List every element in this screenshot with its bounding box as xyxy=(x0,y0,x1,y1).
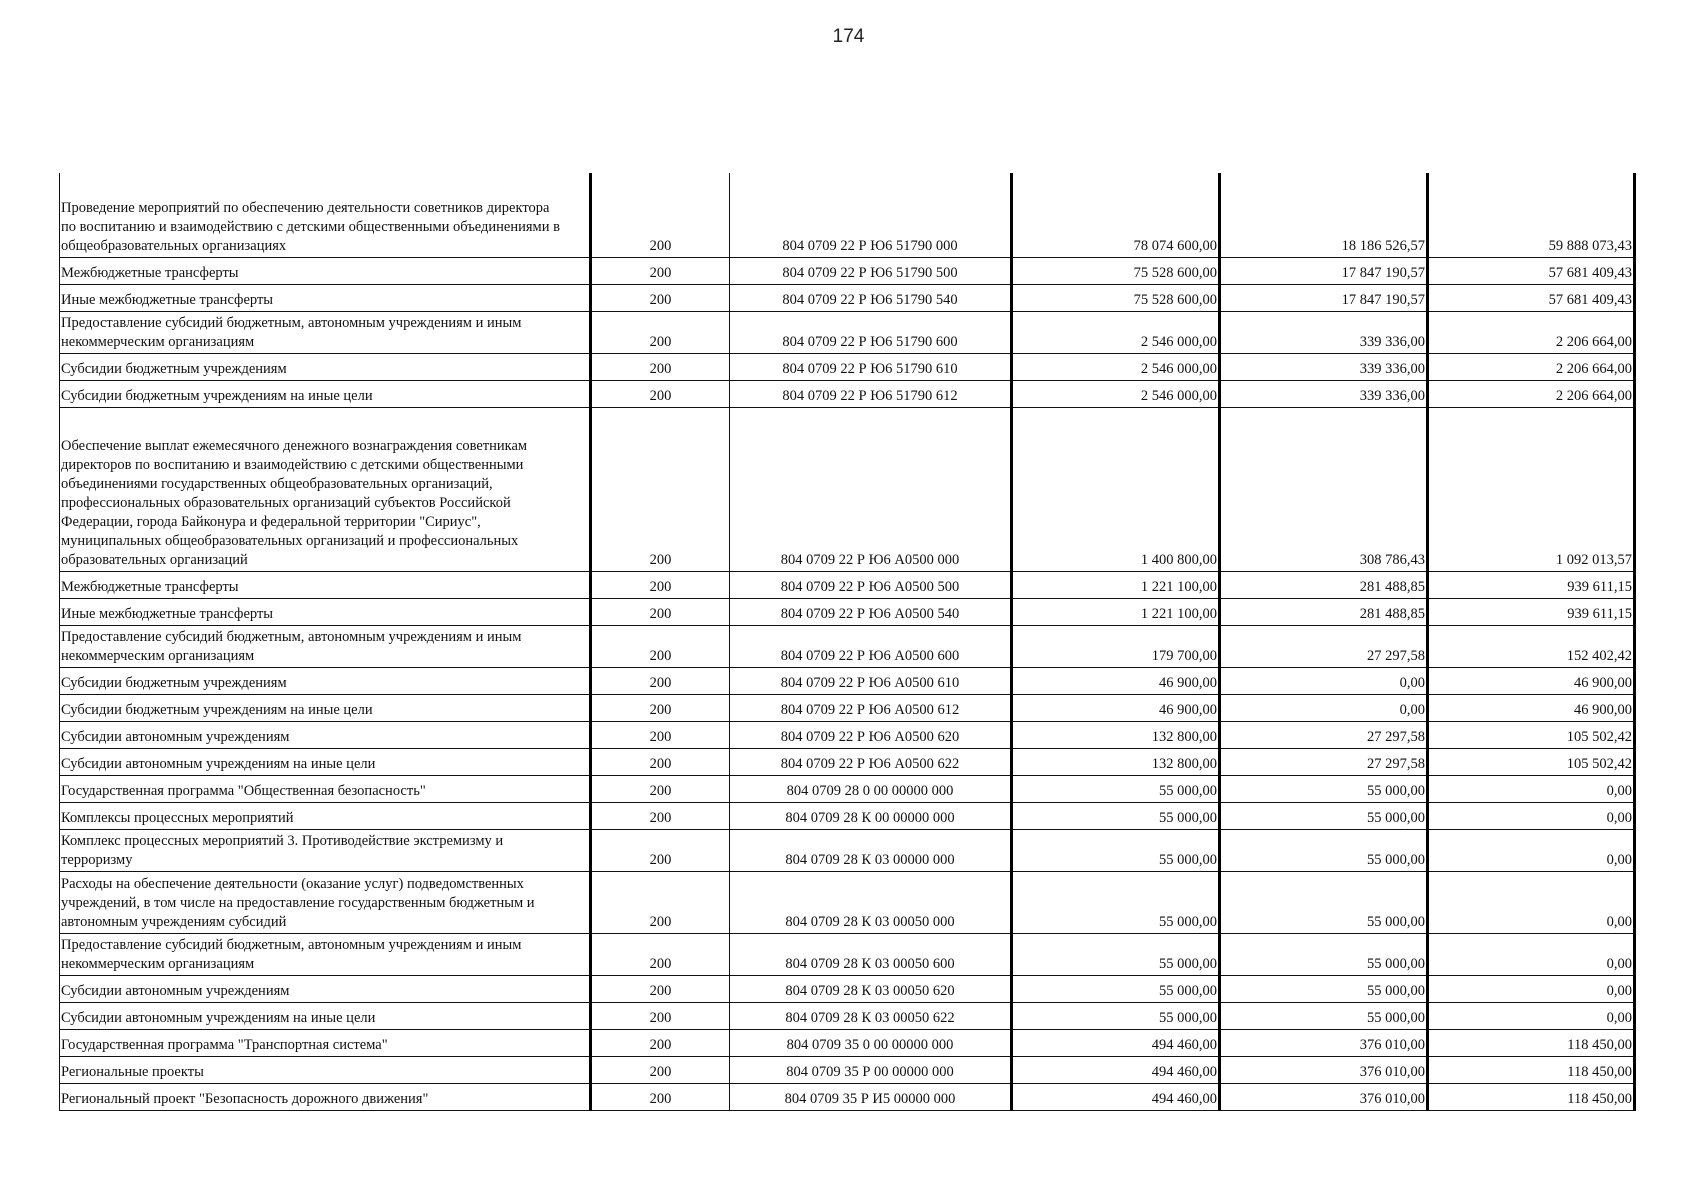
row-name: Субсидии автономным учреждениям на иные цели xyxy=(60,748,591,775)
row-approved-amount: 132 800,00 xyxy=(1012,721,1220,748)
row-executed-amount: 27 297,58 xyxy=(1220,721,1428,748)
row-admin-code: 200 xyxy=(591,380,730,407)
row-classification-code: 804 0709 35 0 00 00000 000 xyxy=(730,1029,1012,1056)
row-approved-amount: 55 000,00 xyxy=(1012,802,1220,829)
row-classification-code: 804 0709 22 Р Ю6 51790 610 xyxy=(730,353,1012,380)
row-remaining-amount: 2 206 664,00 xyxy=(1428,353,1635,380)
row-remaining-amount: 118 450,00 xyxy=(1428,1083,1635,1110)
table-row xyxy=(60,667,1635,694)
row-admin-code: 200 xyxy=(591,311,730,353)
row-remaining-amount: 118 450,00 xyxy=(1428,1056,1635,1083)
row-name: Иные межбюджетные трансферты xyxy=(60,284,591,311)
row-remaining-amount: 939 611,15 xyxy=(1428,598,1635,625)
row-executed-amount: 376 010,00 xyxy=(1220,1056,1428,1083)
row-name: Региональный проект "Безопасность дорожного движения" xyxy=(60,1083,591,1110)
row-remaining-amount: 939 611,15 xyxy=(1428,571,1635,598)
table-row xyxy=(60,721,1635,748)
row-executed-amount: 339 336,00 xyxy=(1220,311,1428,353)
row-approved-amount: 46 900,00 xyxy=(1012,694,1220,721)
row-name: Субсидии бюджетным учреждениям на иные цели xyxy=(60,694,591,721)
row-executed-amount: 0,00 xyxy=(1220,694,1428,721)
table-row xyxy=(60,748,1635,775)
table-row xyxy=(60,829,1635,871)
row-admin-code: 200 xyxy=(591,257,730,284)
row-name: Иные межбюджетные трансферты xyxy=(60,598,591,625)
row-name: Обеспечение выплат ежемесячного денежного вознаграждения советникам директоров по воспитанию и взаимодействию с детскими общественными объединениями государственных общеобразовательных организаций, профессиональных образовательных организаций субъектов Российской Федерации, города Байконура и федеральной территории "Сириус", муниципальных общеобразовательных организаций и профессиональных образовательных организаций xyxy=(60,407,591,571)
row-name: Государственная программа "Транспортная система" xyxy=(60,1029,591,1056)
row-classification-code: 804 0709 28 0 00 00000 000 xyxy=(730,775,1012,802)
table-row xyxy=(60,694,1635,721)
row-approved-amount: 2 546 000,00 xyxy=(1012,380,1220,407)
row-classification-code: 804 0709 22 Р Ю6 51790 500 xyxy=(730,257,1012,284)
row-approved-amount: 55 000,00 xyxy=(1012,933,1220,975)
row-admin-code: 200 xyxy=(591,975,730,1002)
table-row xyxy=(60,571,1635,598)
row-approved-amount: 46 900,00 xyxy=(1012,667,1220,694)
table-row xyxy=(60,1002,1635,1029)
row-classification-code: 804 0709 28 К 03 00050 600 xyxy=(730,933,1012,975)
row-approved-amount: 55 000,00 xyxy=(1012,871,1220,933)
row-remaining-amount: 152 402,42 xyxy=(1428,625,1635,667)
row-classification-code: 804 0709 35 Р И5 00000 000 xyxy=(730,1083,1012,1110)
budget-table xyxy=(59,173,1636,1111)
table-row xyxy=(60,380,1635,407)
row-name: Субсидии бюджетным учреждениям xyxy=(60,353,591,380)
row-approved-amount: 75 528 600,00 xyxy=(1012,284,1220,311)
row-approved-amount: 78 074 600,00 xyxy=(1012,173,1220,257)
row-executed-amount: 55 000,00 xyxy=(1220,975,1428,1002)
row-admin-code: 200 xyxy=(591,1029,730,1056)
row-admin-code: 200 xyxy=(591,571,730,598)
row-remaining-amount: 46 900,00 xyxy=(1428,694,1635,721)
row-remaining-amount: 118 450,00 xyxy=(1428,1029,1635,1056)
row-approved-amount: 1 400 800,00 xyxy=(1012,407,1220,571)
table-row xyxy=(60,775,1635,802)
row-executed-amount: 55 000,00 xyxy=(1220,829,1428,871)
row-admin-code: 200 xyxy=(591,625,730,667)
row-admin-code: 200 xyxy=(591,598,730,625)
row-admin-code: 200 xyxy=(591,667,730,694)
row-admin-code: 200 xyxy=(591,1083,730,1110)
table-row xyxy=(60,802,1635,829)
table-row xyxy=(60,353,1635,380)
row-remaining-amount: 0,00 xyxy=(1428,975,1635,1002)
row-admin-code: 200 xyxy=(591,829,730,871)
row-classification-code: 804 0709 22 Р Ю6 А0500 000 xyxy=(730,407,1012,571)
row-executed-amount: 55 000,00 xyxy=(1220,871,1428,933)
row-approved-amount: 2 546 000,00 xyxy=(1012,353,1220,380)
row-remaining-amount: 105 502,42 xyxy=(1428,748,1635,775)
row-approved-amount: 55 000,00 xyxy=(1012,775,1220,802)
row-classification-code: 804 0709 35 Р 00 00000 000 xyxy=(730,1056,1012,1083)
row-classification-code: 804 0709 22 Р Ю6 51790 600 xyxy=(730,311,1012,353)
table-row xyxy=(60,284,1635,311)
row-remaining-amount: 0,00 xyxy=(1428,829,1635,871)
row-classification-code: 804 0709 22 Р Ю6 51790 000 xyxy=(730,173,1012,257)
table-row xyxy=(60,311,1635,353)
row-approved-amount: 55 000,00 xyxy=(1012,975,1220,1002)
row-name: Проведение мероприятий по обеспечению деятельности советников директора по воспитанию и взаимодействию с детскими общественными объединениями в общеобразовательных организациях xyxy=(60,173,591,257)
row-remaining-amount: 57 681 409,43 xyxy=(1428,257,1635,284)
row-name: Предоставление субсидий бюджетным, автономным учреждениям и иным некоммерческим организациям xyxy=(60,933,591,975)
row-classification-code: 804 0709 22 Р Ю6 А0500 620 xyxy=(730,721,1012,748)
row-remaining-amount: 2 206 664,00 xyxy=(1428,311,1635,353)
table-row xyxy=(60,871,1635,933)
row-remaining-amount: 0,00 xyxy=(1428,802,1635,829)
row-executed-amount: 27 297,58 xyxy=(1220,625,1428,667)
row-approved-amount: 132 800,00 xyxy=(1012,748,1220,775)
table-row xyxy=(60,598,1635,625)
table-row xyxy=(60,933,1635,975)
row-remaining-amount: 0,00 xyxy=(1428,933,1635,975)
table-row xyxy=(60,1029,1635,1056)
table-row xyxy=(60,257,1635,284)
row-admin-code: 200 xyxy=(591,721,730,748)
row-executed-amount: 376 010,00 xyxy=(1220,1029,1428,1056)
row-name: Расходы на обеспечение деятельности (оказание услуг) подведомственных учреждений, в том числе на предоставление государственным бюджетным и автономным учреждениям субсидий xyxy=(60,871,591,933)
row-admin-code: 200 xyxy=(591,775,730,802)
row-name: Субсидии бюджетным учреждениям на иные цели xyxy=(60,380,591,407)
row-name: Предоставление субсидий бюджетным, автономным учреждениям и иным некоммерческим организациям xyxy=(60,625,591,667)
row-approved-amount: 55 000,00 xyxy=(1012,829,1220,871)
row-admin-code: 200 xyxy=(591,871,730,933)
row-admin-code: 200 xyxy=(591,748,730,775)
row-name: Государственная программа "Общественная безопасность" xyxy=(60,775,591,802)
table-row xyxy=(60,625,1635,667)
row-name: Межбюджетные трансферты xyxy=(60,257,591,284)
row-name: Региональные проекты xyxy=(60,1056,591,1083)
row-classification-code: 804 0709 22 Р Ю6 А0500 600 xyxy=(730,625,1012,667)
row-executed-amount: 55 000,00 xyxy=(1220,775,1428,802)
row-classification-code: 804 0709 22 Р Ю6 А0500 540 xyxy=(730,598,1012,625)
row-admin-code: 200 xyxy=(591,407,730,571)
row-classification-code: 804 0709 22 Р Ю6 А0500 622 xyxy=(730,748,1012,775)
row-executed-amount: 55 000,00 xyxy=(1220,802,1428,829)
row-approved-amount: 494 460,00 xyxy=(1012,1056,1220,1083)
table-body xyxy=(60,173,1635,1110)
row-approved-amount: 1 221 100,00 xyxy=(1012,571,1220,598)
row-admin-code: 200 xyxy=(591,1002,730,1029)
row-executed-amount: 339 336,00 xyxy=(1220,380,1428,407)
row-classification-code: 804 0709 28 К 03 00050 000 xyxy=(730,871,1012,933)
row-name: Субсидии автономным учреждениям на иные цели xyxy=(60,1002,591,1029)
row-executed-amount: 308 786,43 xyxy=(1220,407,1428,571)
row-executed-amount: 17 847 190,57 xyxy=(1220,284,1428,311)
row-admin-code: 200 xyxy=(591,694,730,721)
row-remaining-amount: 105 502,42 xyxy=(1428,721,1635,748)
row-executed-amount: 18 186 526,57 xyxy=(1220,173,1428,257)
row-admin-code: 200 xyxy=(591,284,730,311)
row-remaining-amount: 1 092 013,57 xyxy=(1428,407,1635,571)
row-executed-amount: 281 488,85 xyxy=(1220,598,1428,625)
row-remaining-amount: 0,00 xyxy=(1428,775,1635,802)
row-admin-code: 200 xyxy=(591,802,730,829)
row-name: Межбюджетные трансферты xyxy=(60,571,591,598)
row-approved-amount: 179 700,00 xyxy=(1012,625,1220,667)
row-remaining-amount: 59 888 073,43 xyxy=(1428,173,1635,257)
row-classification-code: 804 0709 22 Р Ю6 51790 612 xyxy=(730,380,1012,407)
row-remaining-amount: 57 681 409,43 xyxy=(1428,284,1635,311)
table-row xyxy=(60,407,1635,571)
row-executed-amount: 376 010,00 xyxy=(1220,1083,1428,1110)
row-name: Субсидии автономным учреждениям xyxy=(60,975,591,1002)
row-approved-amount: 494 460,00 xyxy=(1012,1083,1220,1110)
row-classification-code: 804 0709 28 К 03 00050 622 xyxy=(730,1002,1012,1029)
row-executed-amount: 55 000,00 xyxy=(1220,1002,1428,1029)
row-classification-code: 804 0709 22 Р Ю6 А0500 612 xyxy=(730,694,1012,721)
row-approved-amount: 494 460,00 xyxy=(1012,1029,1220,1056)
row-executed-amount: 27 297,58 xyxy=(1220,748,1428,775)
row-remaining-amount: 0,00 xyxy=(1428,871,1635,933)
row-admin-code: 200 xyxy=(591,353,730,380)
row-admin-code: 200 xyxy=(591,173,730,257)
row-executed-amount: 55 000,00 xyxy=(1220,933,1428,975)
table-row xyxy=(60,1056,1635,1083)
row-approved-amount: 75 528 600,00 xyxy=(1012,257,1220,284)
row-remaining-amount: 0,00 xyxy=(1428,1002,1635,1029)
row-classification-code: 804 0709 22 Р Ю6 А0500 500 xyxy=(730,571,1012,598)
row-name: Комплекс процессных мероприятий 3. Противодействие экстремизму и терроризму xyxy=(60,829,591,871)
row-admin-code: 200 xyxy=(591,1056,730,1083)
row-approved-amount: 2 546 000,00 xyxy=(1012,311,1220,353)
row-executed-amount: 17 847 190,57 xyxy=(1220,257,1428,284)
row-classification-code: 804 0709 22 Р Ю6 А0500 610 xyxy=(730,667,1012,694)
row-admin-code: 200 xyxy=(591,933,730,975)
row-executed-amount: 281 488,85 xyxy=(1220,571,1428,598)
table-row xyxy=(60,1083,1635,1110)
row-classification-code: 804 0709 22 Р Ю6 51790 540 xyxy=(730,284,1012,311)
row-approved-amount: 1 221 100,00 xyxy=(1012,598,1220,625)
row-executed-amount: 339 336,00 xyxy=(1220,353,1428,380)
row-executed-amount: 0,00 xyxy=(1220,667,1428,694)
row-name: Субсидии бюджетным учреждениям xyxy=(60,667,591,694)
table-row xyxy=(60,173,1635,257)
row-classification-code: 804 0709 28 К 03 00000 000 xyxy=(730,829,1012,871)
row-remaining-amount: 2 206 664,00 xyxy=(1428,380,1635,407)
row-classification-code: 804 0709 28 К 03 00050 620 xyxy=(730,975,1012,1002)
row-approved-amount: 55 000,00 xyxy=(1012,1002,1220,1029)
row-name: Субсидии автономным учреждениям xyxy=(60,721,591,748)
row-name: Комплексы процессных мероприятий xyxy=(60,802,591,829)
row-remaining-amount: 46 900,00 xyxy=(1428,667,1635,694)
page-number: 174 xyxy=(832,26,865,47)
row-classification-code: 804 0709 28 К 00 00000 000 xyxy=(730,802,1012,829)
row-name: Предоставление субсидий бюджетным, автономным учреждениям и иным некоммерческим организациям xyxy=(60,311,591,353)
table-row xyxy=(60,975,1635,1002)
